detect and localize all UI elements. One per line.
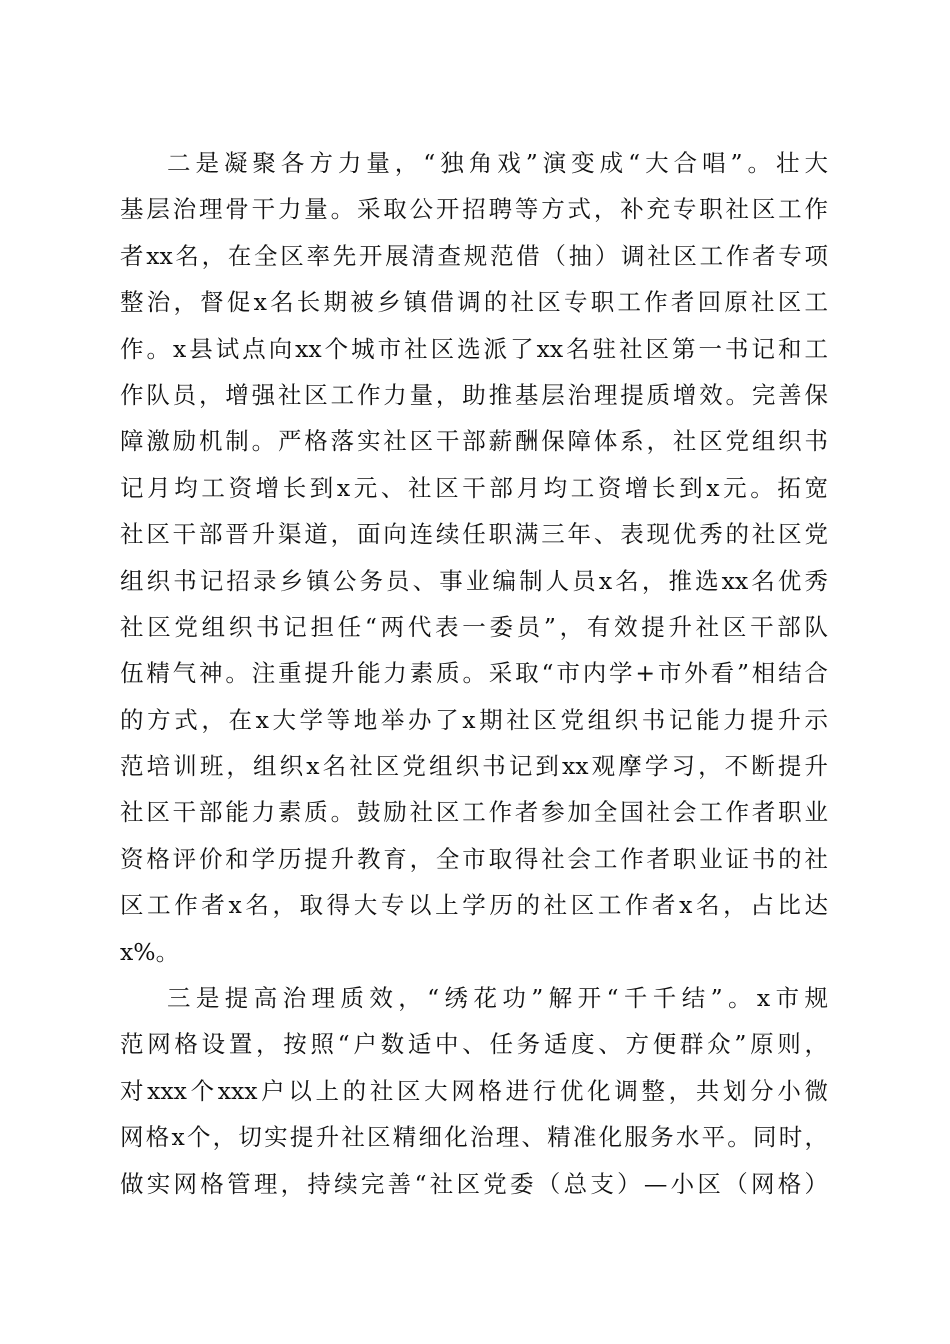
text-line: 社区干部晋升渠道，面向连续任职满三年、表现优秀的社区党 [120,520,828,549]
text-line: 做实网格管理，持续完善“社区党委（总支）—小区（网格） [120,1169,828,1198]
paragraph-improve-governance [120,975,828,1207]
document-body [120,140,828,1207]
text-line: 基层治理骨干力量。采取公开招聘等方式，补充专职社区工作 [120,195,828,224]
text-line: 整治，督促x名长期被乡镇借调的社区专职工作者回原社区工 [120,288,828,317]
text-line: 记月均工资增长到x元、社区干部月均工资增长到x元。拓宽 [120,473,828,502]
text-line: 资格评价和学历提升教育，全市取得社会工作者职业证书的社 [120,844,828,873]
text-line: 作。x县试点向xx个城市社区选派了xx名驻社区第一书记和工 [120,334,828,363]
text-line: 的方式，在x大学等地举办了x期社区党组织书记能力提升示 [120,705,828,734]
text-line: 范培训班，组织x名社区党组织书记到xx观摩学习，不断提升 [120,752,828,781]
text-line: 组织书记招录乡镇公务员、事业编制人员x名，推选xx名优秀 [120,566,828,595]
text-line: 区工作者x名，取得大专以上学历的社区工作者x名，占比达 [120,891,828,920]
text-line: 伍精气神。注重提升能力素质。采取“市内学+市外看”相结合 [120,659,828,688]
text-line: 范网格设置，按照“户数适中、任务适度、方便群众”原则， [120,1030,828,1059]
text-line: 三是提高治理质效，“绣花功”解开“千千结”。x市规 [167,984,828,1013]
text-line: 作队员，增强社区工作力量，助推基层治理提质增效。完善保 [120,380,828,409]
text-line: 者xx名，在全区率先开展清查规范借（抽）调社区工作者专项 [120,241,828,270]
text-line: 障激励机制。严格落实社区干部薪酬保障体系，社区党组织书 [120,427,828,456]
text-line: 社区干部能力素质。鼓励社区工作者参加全国社会工作者职业 [120,798,828,827]
text-line: 对xxx个xxx户以上的社区大网格进行优化调整，共划分小微 [120,1076,828,1105]
text-line: 社区党组织书记担任“两代表一委员”，有效提升社区干部队 [120,612,828,641]
text-line: 二是凝聚各方力量，“独角戏”演变成“大合唱”。壮大 [167,149,828,177]
text-line: 网格x个，切实提升社区精细化治理、精准化服务水平。同时， [120,1123,828,1152]
text-line: x%。 [120,937,180,966]
paragraph-strengthen-forces [120,140,828,975]
